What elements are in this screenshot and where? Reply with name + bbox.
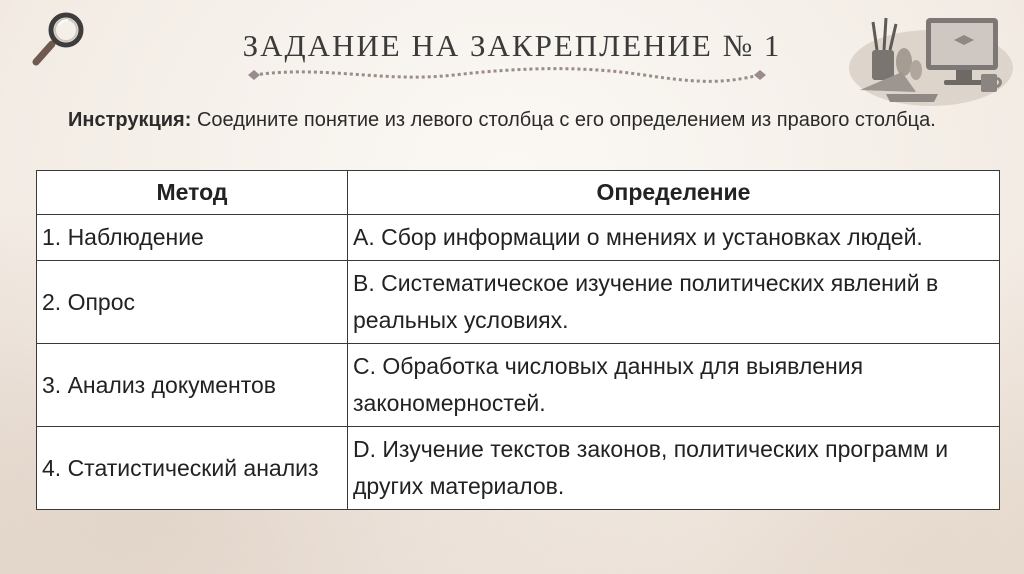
table-row bbox=[37, 215, 1000, 261]
page-title: ЗАДАНИЕ НА ЗАКРЕПЛЕНИЕ № 1 bbox=[242, 28, 782, 63]
desk-computer-illustration bbox=[846, 10, 1016, 110]
column-header-definition: Определение bbox=[348, 171, 1000, 215]
instruction bbox=[68, 109, 1008, 132]
definition-cell: D. Изучение текстов законов, политических программ и других материалов. bbox=[348, 427, 1000, 510]
table-row bbox=[37, 344, 1000, 427]
instruction-label: Инструкция: bbox=[68, 109, 192, 131]
title-divider bbox=[244, 63, 770, 87]
table-header-row bbox=[37, 171, 1000, 215]
method-cell: 3. Анализ документов bbox=[37, 344, 348, 427]
definition-cell: А. Сбор информации о мнениях и установках людей. bbox=[348, 215, 1000, 261]
definition-cell: С. Обработка числовых данных для выявления закономерностей. bbox=[348, 344, 1000, 427]
method-cell: 4. Статистический анализ bbox=[37, 427, 348, 510]
column-header-method: Метод bbox=[37, 171, 348, 215]
table-row bbox=[37, 261, 1000, 344]
instruction-text: Соедините понятие из левого столбца с его определением из правого столбца. bbox=[191, 109, 936, 131]
definition-cell: В. Систематическое изучение политических явлений в реальных условиях. bbox=[348, 261, 1000, 344]
table-row bbox=[37, 427, 1000, 510]
method-cell: 2. Опрос bbox=[37, 261, 348, 344]
matching-table bbox=[36, 170, 1000, 510]
method-cell: 1. Наблюдение bbox=[37, 215, 348, 261]
